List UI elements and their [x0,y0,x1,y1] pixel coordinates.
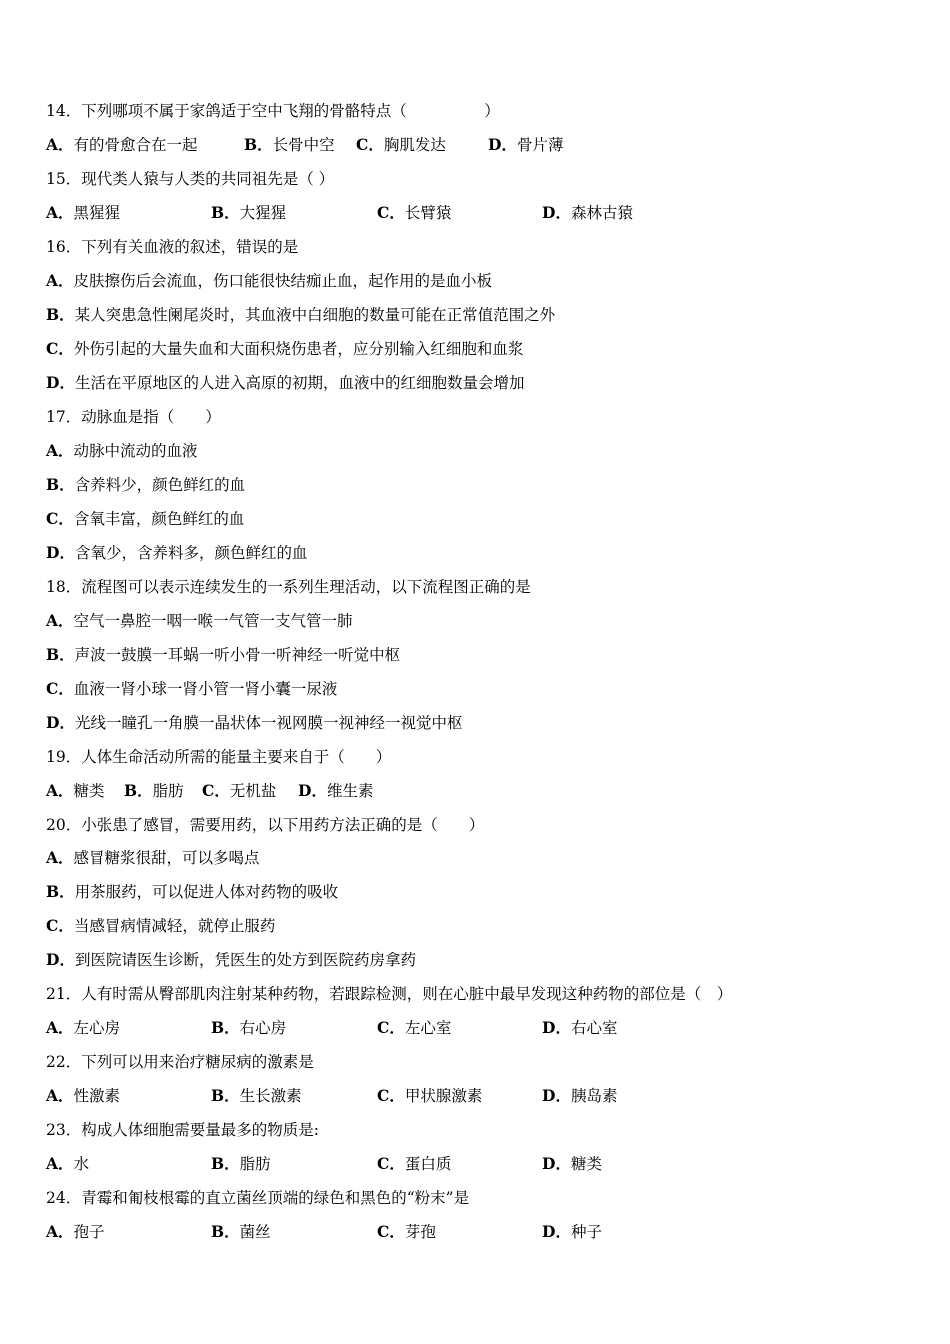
question-19-options [46,774,906,808]
question-16-option-b: B．某人突患急性阑尾炎时，其血液中白细胞的数量可能在正常值范围之外 [46,305,556,324]
question-18-stem: 18．流程图可以表示连续发生的一系列生理活动，以下流程图正确的是 [46,578,531,596]
option-a: A．性激素 [46,1086,121,1105]
question-18-option-d: D．光线一瞳孔一角膜一晶状体一视网膜一视神经一视觉中枢 [46,713,463,732]
option-b: B．右心房 [211,1018,287,1037]
question-19-stem: 19．人体生命活动所需的能量主要来自于（ ） [46,748,392,766]
option-a: A．左心房 [46,1018,121,1037]
question-21-stem: 21．人有时需从臀部肌肉注射某种药物，若跟踪检测，则在心脏中最早发现这种药物的部位是（ ） [46,985,733,1003]
question-18-option-b: B．声波一鼓膜一耳蜗一听小骨一听神经一听觉中枢 [46,645,401,664]
question-14-stem: 14．下列哪项不属于家鸽适于空中飞翔的骨骼特点（ ） [46,102,500,120]
question-22-options [46,1079,906,1113]
question-23-options [46,1147,906,1181]
option-d: D．骨片薄 [488,135,564,154]
option-c: C．胸肌发达 [356,135,446,154]
question-23-stem: 23．构成人体细胞需要量最多的物质是: [46,1121,319,1139]
question-16-option-d: D．生活在平原地区的人进入高原的初期，血液中的红细胞数量会增加 [46,373,525,392]
option-b: B．生长激素 [211,1086,302,1105]
question-24-stem: 24．青霉和匍枝根霉的直立菌丝顶端的绿色和黑色的“粉末”是 [46,1189,470,1207]
option-d: D．森林古猿 [542,203,633,222]
option-c: C．无机盐 [202,781,277,800]
question-18-option-c: C．血液一肾小球一肾小管一肾小囊一尿液 [46,679,338,698]
question-15-options [46,196,906,230]
question-21-options [46,1011,906,1045]
question-22-stem: 22．下列可以用来治疗糖尿病的激素是 [46,1053,314,1071]
question-17-option-a: A．动脉中流动的血液 [46,441,198,460]
option-b: B．长骨中空 [244,135,335,154]
option-d: D．胰岛素 [542,1086,618,1105]
option-c: C．芽孢 [377,1222,436,1241]
question-20-option-a: A．感冒糖浆很甜，可以多喝点 [46,848,260,867]
option-c: C．甲状腺激素 [377,1086,483,1105]
option-b: B．脂肪 [124,781,184,800]
option-c: C．左心室 [377,1018,452,1037]
question-17-option-b: B．含养料少，颜色鲜红的血 [46,475,246,494]
option-d: D．糖类 [542,1154,602,1173]
question-14-options [46,128,906,162]
option-c: C．长臂猿 [377,203,452,222]
question-20-stem: 20．小张患了感冒，需要用药，以下用药方法正确的是（ ） [46,816,485,834]
option-a: A．有的骨愈合在一起 [46,135,198,154]
question-17-stem: 17．动脉血是指（ ） [46,408,221,426]
question-24-options [46,1215,906,1249]
question-20-option-c: C．当感冒病情减轻，就停止服药 [46,916,276,935]
question-20-option-d: D．到医院请医生诊断，凭医生的处方到医院药房拿药 [46,950,416,969]
option-b: B．菌丝 [211,1222,271,1241]
option-d: D．右心室 [542,1018,618,1037]
question-16-stem: 16．下列有关血液的叙述，错误的是 [46,238,299,256]
question-18-option-a: A．空气一鼻腔一咽一喉一气管一支气管一肺 [46,611,353,630]
option-a: A．糖类 [46,781,105,800]
question-16-option-c: C．外伤引起的大量失血和大面积烧伤患者，应分别输入红细胞和血浆 [46,339,524,358]
question-17-option-d: D．含氧少，含养料多，颜色鲜红的血 [46,543,308,562]
question-16-option-a: A．皮肤擦伤后会流血，伤口能很快结痂止血，起作用的是血小板 [46,271,493,290]
option-a: A．水 [46,1154,90,1173]
question-15-stem: 15．现代类人猿与人类的共同祖先是（ ） [46,170,335,188]
option-b: B．大猩猩 [211,203,287,222]
option-d: D．种子 [542,1222,602,1241]
question-20-option-b: B．用茶服药，可以促进人体对药物的吸收 [46,882,339,901]
option-a: A．孢子 [46,1222,105,1241]
option-b: B．脂肪 [211,1154,271,1173]
option-d: D．维生素 [298,781,374,800]
question-17-option-c: C．含氧丰富，颜色鲜红的血 [46,509,245,528]
option-c: C．蛋白质 [377,1154,452,1173]
option-a: A．黑猩猩 [46,203,121,222]
